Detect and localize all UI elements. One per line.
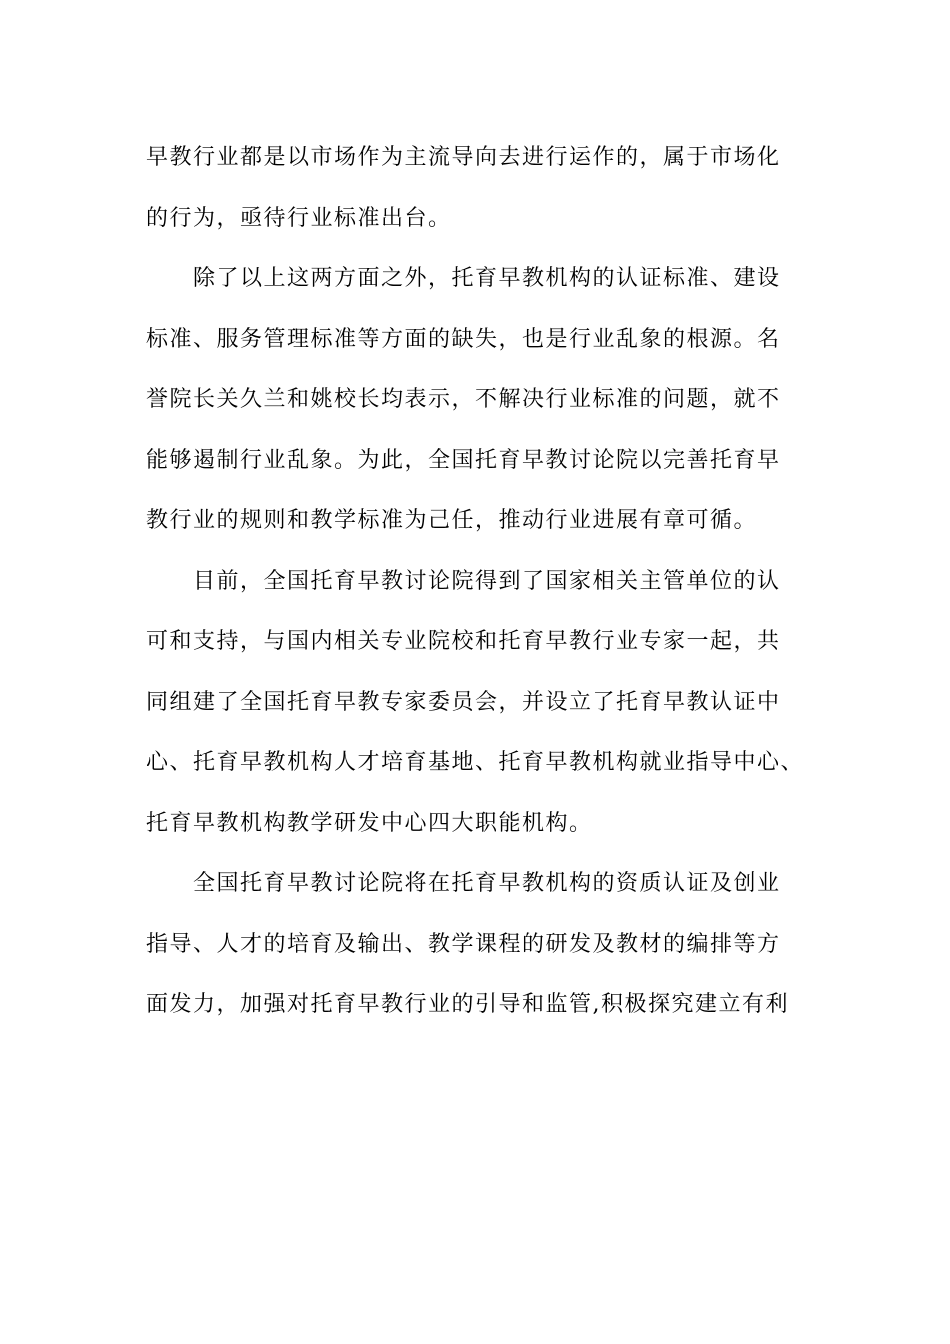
text-line: 同组建了全国托育早教专家委员会，并设立了托育早教认证中 (146, 689, 781, 715)
text-line: 心、托育早教机构人才培育基地、托育早教机构就业指导中心、 (146, 750, 805, 775)
text-line: 托育早教机构教学研发中心四大职能机构。 (146, 810, 593, 836)
text-line: 指导、人才的培育及输出、教学课程的研发及教材的编排等方 (146, 931, 781, 957)
paragraph-start-line: 目前，全国托育早教讨论院得到了国家相关主管单位的认 (193, 568, 781, 594)
paragraph-start-line: 全国托育早教讨论院将在托育早教机构的资质认证及创业 (193, 871, 781, 896)
paragraph-start-line: 除了以上这两方面之外，托育早教机构的认证标准、建设 (193, 266, 781, 291)
text-line: 的行为，亟待行业标准出台。 (146, 205, 452, 231)
body-text (146, 128, 806, 1036)
text-line: 教行业的规则和教学标准为己任，推动行业进展有章可循。 (146, 508, 758, 533)
text-line: 早教行业都是以市场作为主流导向去进行运作的，属于市场化 (146, 145, 781, 170)
text-line: 能够遏制行业乱象。为此，全国托育早教讨论院以完善托育早 (146, 447, 781, 473)
text-line: 可和支持，与国内相关专业院校和托育早教行业专家一起，共 (146, 629, 781, 654)
text-line: 标准、服务管理标准等方面的缺失，也是行业乱象的根源。名 (146, 326, 781, 352)
text-line: 面发力，加强对托育早教行业的引导和监管,积极探究建立有利 (146, 992, 789, 1017)
text-line: 誉院长关久兰和姚校长均表示，不解决行业标准的问题，就不 (146, 387, 781, 412)
